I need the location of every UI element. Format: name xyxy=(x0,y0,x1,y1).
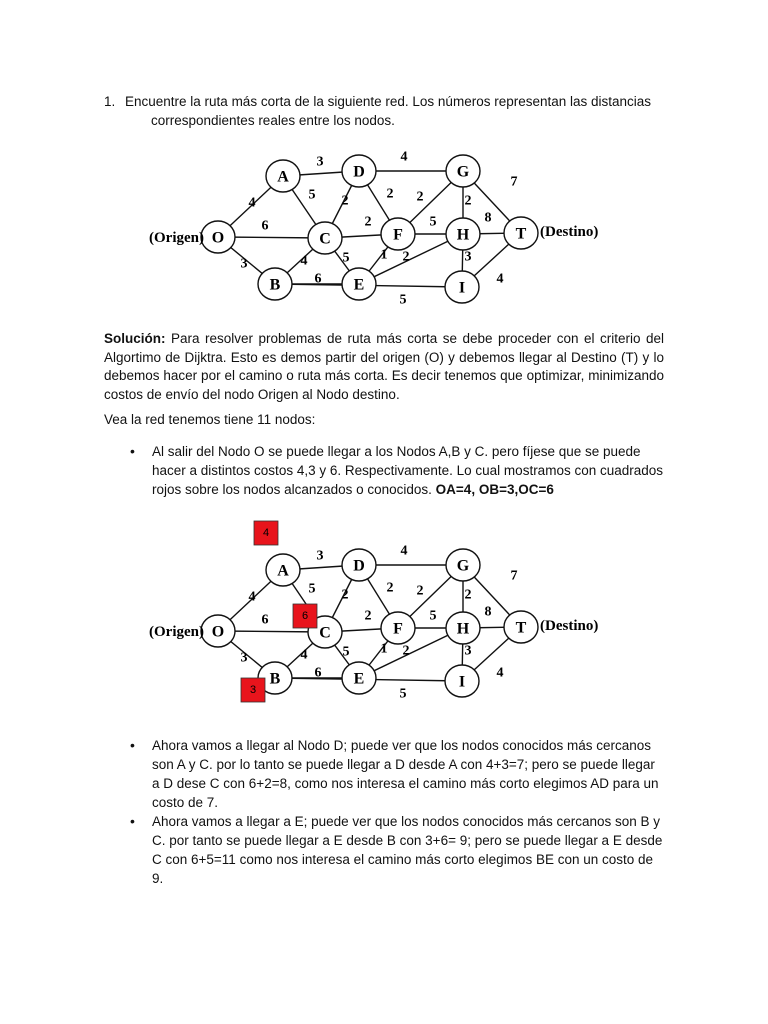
node-label-H: H xyxy=(456,620,470,638)
list-item xyxy=(104,812,664,888)
weight-HI: 3 xyxy=(464,249,472,265)
node-label-D: D xyxy=(353,557,365,575)
node-label-T: T xyxy=(515,225,527,243)
weight-CF: 2 xyxy=(364,214,372,230)
origin-label: (Origen) xyxy=(149,230,204,246)
weight-GT: 7 xyxy=(510,174,518,190)
question-number: 1. xyxy=(104,94,116,109)
node-label-O: O xyxy=(211,229,225,247)
weight-EH: 2 xyxy=(402,643,410,659)
node-label-B: B xyxy=(269,276,281,294)
weight-IT: 4 xyxy=(496,665,504,681)
node-label-F: F xyxy=(393,226,403,244)
weight-FG: 2 xyxy=(416,189,424,205)
origin-label: (Origen) xyxy=(149,624,204,640)
weight-DF: 2 xyxy=(386,580,394,596)
node-label-C: C xyxy=(319,230,331,248)
bullet-2-text: Ahora vamos a llegar al Nodo D; puede ver que los nodos conocidos más cercanos son A y C. por lo tanto se puede llegar a D desde A con 4+3=7; pero se puede llegar a D dese C con 6+2=8, como nos interesa el camino más corto elegimos AD para un costo de 7. xyxy=(152,738,659,810)
list-item xyxy=(104,442,664,499)
weight-OC: 6 xyxy=(261,612,269,628)
node-label-C: C xyxy=(319,624,331,642)
weight-OA: 4 xyxy=(248,195,256,211)
weight-CD: 2 xyxy=(341,587,349,603)
weight-BI: 5 xyxy=(399,292,407,308)
weight-BE: 6 xyxy=(314,665,322,681)
list-item xyxy=(104,736,664,812)
solution-text: Para resolver problemas de ruta más corta se debe proceder con el criterio del Algortimo de Dijktra. Esto es demos partir del origen (O) y debemos llegar al Destino (T) y lo debemos hacer por el camino o ruta más corta. Es decir tenemos que optimizar, minimizando costos de envío del nodo Origen al Nodo destino. xyxy=(104,331,664,402)
network-diagram-1 xyxy=(140,146,610,311)
weight-DG: 4 xyxy=(400,149,408,165)
bullet-1-bold: OA=4, OB=3,OC=6 xyxy=(435,482,554,497)
weight-EH: 2 xyxy=(402,249,410,265)
weight-FG: 2 xyxy=(416,583,424,599)
weight-FH: 5 xyxy=(429,214,437,230)
node-label-O: O xyxy=(211,623,225,641)
cost-marker-label-B: 3 xyxy=(249,684,257,696)
weight-BE: 6 xyxy=(314,271,322,287)
weight-GH: 2 xyxy=(464,587,472,603)
weight-OB: 3 xyxy=(240,256,248,272)
weight-FH: 5 xyxy=(429,608,437,624)
node-label-I: I xyxy=(458,673,466,691)
weight-BI: 5 xyxy=(399,686,407,702)
bullet-list-2 xyxy=(104,736,664,888)
node-label-D: D xyxy=(353,163,365,181)
weight-EF: 1 xyxy=(380,247,388,263)
weight-DF: 2 xyxy=(386,186,394,202)
destination-label: (Destino) xyxy=(540,618,599,634)
weight-OA: 4 xyxy=(248,589,256,605)
solution-label: Solución: xyxy=(104,331,166,346)
weight-CE: 5 xyxy=(342,250,350,266)
cost-marker-label-A: 4 xyxy=(262,527,270,539)
weight-AC: 5 xyxy=(308,187,316,203)
cost-marker-label-C: 6 xyxy=(301,610,309,622)
weight-AD: 3 xyxy=(316,154,324,170)
weight-OB: 3 xyxy=(240,650,248,666)
question-line-1: Encuentre la ruta más corta de la siguiente red. Los números representan las distancias xyxy=(125,94,652,109)
node-label-E: E xyxy=(353,276,365,294)
node-label-I: I xyxy=(458,279,466,297)
weight-DG: 4 xyxy=(400,543,408,559)
weight-HT: 8 xyxy=(484,210,492,226)
weight-AD: 3 xyxy=(316,548,324,564)
weight-BC: 4 xyxy=(300,253,308,269)
node-label-H: H xyxy=(456,226,470,244)
weight-CD: 2 xyxy=(341,193,349,209)
weight-OC: 6 xyxy=(261,218,269,234)
weight-CF: 2 xyxy=(364,608,372,624)
weight-IT: 4 xyxy=(496,271,504,287)
weight-GT: 7 xyxy=(510,568,518,584)
question-line-2: correspondientes reales entre los nodos. xyxy=(151,113,395,128)
solution-paragraph xyxy=(104,330,664,404)
destination-label: (Destino) xyxy=(540,224,599,240)
bullet-3-text: Ahora vamos a llegar a E; puede ver que los nodos conocidos más cercanos son B y C. por tanto se puede llegar a E desde B con 3+6= 9; pero se puede llegar a E desde C con 6+5=11 como nos interesa el camino más corto elegimos BE con un costo de 9. xyxy=(152,814,663,886)
node-label-G: G xyxy=(456,557,470,575)
weight-CE: 5 xyxy=(342,644,350,660)
bullet-1-text: Al salir del Nodo O se puede llegar a los Nodos A,B y C. pero fíjese que se puede hacer a distintos costos 4,3 y 6. Respectivamente. Lo cual mostramos con cuadrados rojos sobre los nodos alcanzados o conocidos. xyxy=(152,444,664,497)
node-label-T: T xyxy=(515,619,527,637)
network-diagram-2 xyxy=(140,516,610,711)
network-node-count: Vea la red tenemos tiene 11 nodos: xyxy=(104,412,316,427)
node-label-E: E xyxy=(353,670,365,688)
weight-EF: 1 xyxy=(380,641,388,657)
node-label-F: F xyxy=(393,620,403,638)
weight-BC: 4 xyxy=(300,647,308,663)
weight-AC: 5 xyxy=(308,581,316,597)
node-label-G: G xyxy=(456,163,470,181)
weight-GH: 2 xyxy=(464,193,472,209)
weight-HT: 8 xyxy=(484,604,492,620)
bullet-list-1 xyxy=(104,442,664,499)
node-label-A: A xyxy=(277,562,289,580)
node-label-B: B xyxy=(269,670,281,688)
node-label-A: A xyxy=(277,168,289,186)
weight-HI: 3 xyxy=(464,643,472,659)
